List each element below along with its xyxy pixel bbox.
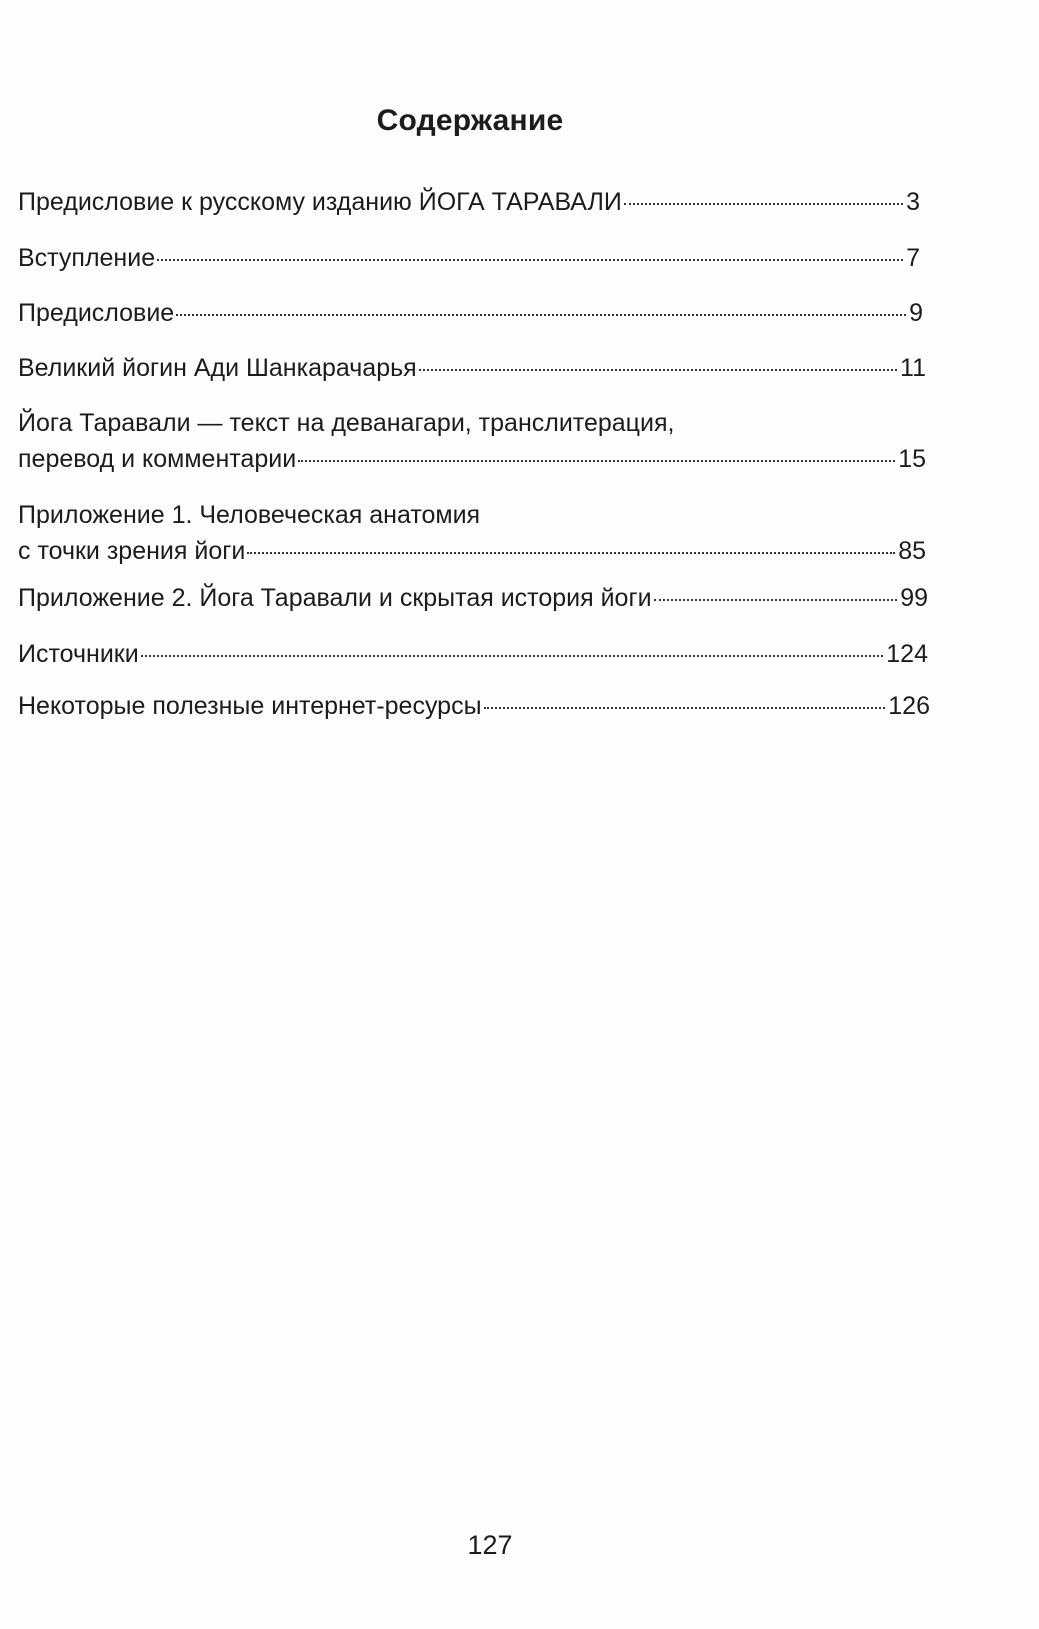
contents-heading: Содержание bbox=[376, 104, 564, 137]
toc-entry bbox=[18, 240, 920, 276]
page-number: 127 bbox=[467, 1530, 513, 1560]
toc-entry-title: Источники bbox=[18, 640, 139, 668]
toc-leader-dots bbox=[157, 259, 903, 261]
toc-leader-dots bbox=[141, 655, 884, 657]
toc-leader-dots bbox=[176, 314, 906, 316]
toc-entry bbox=[18, 636, 928, 672]
toc-entry bbox=[18, 497, 926, 569]
toc-entry-title: Некоторые полезные интернет-ресурсы bbox=[18, 692, 482, 720]
toc-entry-page: 124 bbox=[886, 640, 928, 668]
toc-leader-dots bbox=[419, 369, 897, 371]
toc-entry-title: Предисловие к русскому изданию ЙОГА ТАРАВАЛИ bbox=[18, 188, 622, 216]
toc-entry bbox=[18, 295, 923, 331]
toc-entry-title: с точки зрения йоги bbox=[18, 537, 246, 565]
toc-leader-dots bbox=[484, 707, 886, 709]
toc-entry-title: Великий йогин Ади Шанкарачарья bbox=[18, 354, 417, 382]
toc-entry-page: 9 bbox=[909, 299, 923, 327]
toc-entry-title-line: Йога Таравали — текст на деванагари, транслитерация, bbox=[18, 409, 675, 437]
toc-entry-page: 11 bbox=[900, 354, 926, 382]
toc-entry-title-line: Приложение 1. Человеческая анатомия bbox=[18, 501, 481, 529]
toc-entry-title: Предисловие bbox=[18, 299, 175, 327]
toc-entry-title: Приложение 2. Йога Таравали и скрытая история йоги bbox=[18, 584, 652, 612]
toc-entry bbox=[18, 580, 928, 616]
toc-entry bbox=[18, 405, 926, 477]
toc-entry bbox=[18, 184, 920, 220]
toc-leader-dots bbox=[654, 599, 898, 601]
toc-leader-dots bbox=[298, 460, 895, 462]
toc-leader-dots bbox=[247, 552, 895, 554]
toc-entry-page: 126 bbox=[888, 692, 930, 720]
toc-entry-title: Вступление bbox=[18, 244, 156, 272]
toc-entry-page: 85 bbox=[898, 537, 926, 565]
toc-leader-dots bbox=[624, 203, 903, 205]
toc-entry-page: 99 bbox=[900, 584, 928, 612]
toc-entry-page: 3 bbox=[906, 188, 920, 216]
toc-entry-title: перевод и комментарии bbox=[18, 445, 297, 473]
toc-entry-page: 7 bbox=[906, 244, 920, 272]
toc-entry-page: 15 bbox=[898, 445, 926, 473]
toc-entry bbox=[18, 350, 926, 386]
toc-entry bbox=[18, 688, 930, 724]
